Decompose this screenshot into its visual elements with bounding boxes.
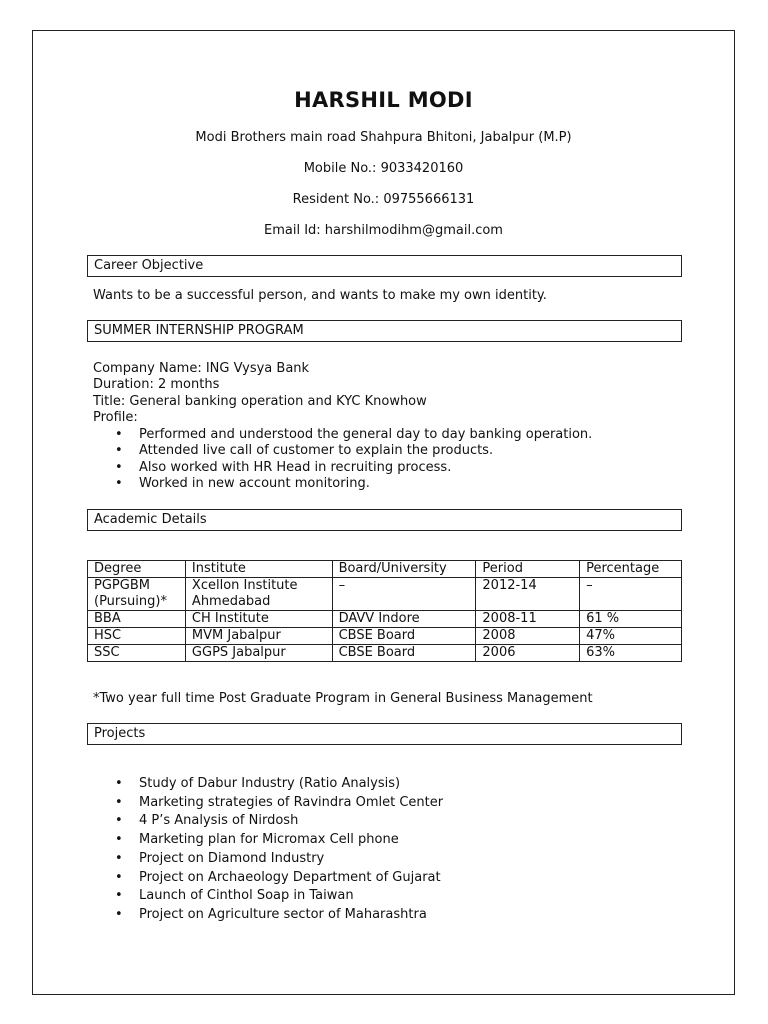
institute-cell [185,578,332,611]
degree-cell: BBA [88,611,186,628]
column-header: Degree [88,561,186,578]
table-row [88,611,682,628]
list-item: • Marketing plan for Micromax Cell phone [139,831,443,850]
address: Modi Brothers main road Shahpura Bhitoni, Jabalpur (M.P) [195,130,572,145]
board-cell: CBSE Board [332,645,476,662]
table-row [88,578,682,611]
period-cell: 2012-14 [476,578,580,611]
institute-cell: MVM Jabalpur [185,628,332,645]
board-cell: CBSE Board [332,628,476,645]
table-row [88,645,682,662]
internship-details [93,361,427,427]
list-item: • Also worked with HR Head in recruiting process. [139,460,592,476]
percentage-cell: 61 % [580,611,682,628]
list-item: • Study of Dabur Industry (Ratio Analysis) [139,775,443,794]
resident-number: Resident No.: 09755666131 [292,192,475,207]
degree-cell [88,578,186,611]
list-item: • Project on Agriculture sector of Maharashtra [139,906,443,925]
career-objective-text: Wants to be a successful person, and wants to make my own identity. [93,288,547,303]
period-cell: 2008 [476,628,580,645]
column-header: Percentage [580,561,682,578]
degree-line: PGPGBM [94,578,150,593]
list-item: • Project on Diamond Industry [139,850,443,869]
column-header: Institute [185,561,332,578]
institute-cell: GGPS Jabalpur [185,645,332,662]
board-cell: – [332,578,476,611]
institute-cell: CH Institute [185,611,332,628]
candidate-name: HARSHIL MODI [294,88,473,112]
percentage-cell: 63% [580,645,682,662]
list-item: • Worked in new account monitoring. [139,476,592,492]
table-header-row [88,561,682,578]
institute-line: Ahmedabad [191,594,271,609]
internship-profile-label: Profile: [93,410,138,426]
list-item: • Project on Archaeology Department of Gujarat [139,869,443,888]
internship-heading: SUMMER INTERNSHIP PROGRAM [87,320,682,342]
internship-title: Title: General banking operation and KYC Knowhow [93,393,427,409]
projects-bullet-list [139,775,443,925]
percentage-cell: – [580,578,682,611]
degree-cell: HSC [88,628,186,645]
internship-company: Company Name: ING Vysya Bank [93,361,310,376]
internship-bullet-list [139,427,592,493]
institute-line: Xcellon Institute [191,578,298,593]
list-item: • Attended live call of customer to explain the products. [139,443,592,459]
mobile-number: Mobile No.: 9033420160 [303,161,464,176]
list-item: • 4 P’s Analysis of Nirdosh [139,812,443,831]
email-address: Email Id: harshilmodihm@gmail.com [264,223,503,238]
academic-footnote: *Two year full time Post Graduate Program in General Business Management [93,691,593,706]
period-cell: 2006 [476,645,580,662]
list-item: • Launch of Cinthol Soap in Taiwan [139,887,443,906]
column-header: Board/University [332,561,476,578]
academic-heading: Academic Details [87,509,682,531]
table-row [88,628,682,645]
projects-heading: Projects [87,723,682,745]
percentage-cell: 47% [580,628,682,645]
academic-table [87,560,682,662]
column-header: Period [476,561,580,578]
internship-duration: Duration: 2 months [93,377,220,393]
degree-line: (Pursuing)* [94,594,167,609]
list-item: • Marketing strategies of Ravindra Omlet Center [139,794,443,813]
period-cell: 2008-11 [476,611,580,628]
board-cell: DAVV Indore [332,611,476,628]
career-objective-heading: Career Objective [87,255,682,277]
list-item: • Performed and understood the general day to day banking operation. [139,427,592,443]
degree-cell: SSC [88,645,186,662]
